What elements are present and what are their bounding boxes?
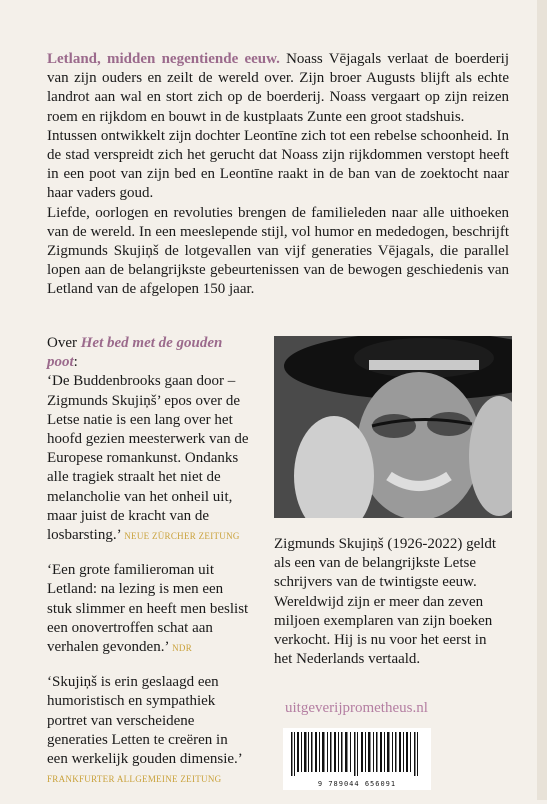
author-bio: Zigmunds Skujiņš (1926-2022) geldt als een van de belangrijkste Letse schrijvers van de twintigste eeuw. Wereldwijd zijn er meer dan zeven miljoen exemplaren van zijn boeken verkocht. Hij is nu voor het eerst in het Nederlands vertaald. — [274, 536, 497, 668]
blurb — [47, 50, 509, 300]
blurb-p1-text: Noass Vējagals verlaat de boerderij van zijn ouders en zeilt de wereld over. Zijn broer Augusts blijft als echte landrot aan wal en stort zich op de boerderij. Noass vergaart op zijn reizen roem en rijkdom en bouwt in de kustplaats Zunte een groot stadshuis. — [47, 51, 509, 125]
blurb-lead: Letland, midden negentiende eeuw. — [47, 51, 280, 67]
blurb-paragraph-1 — [47, 50, 509, 127]
author-portrait-illustration — [274, 336, 512, 518]
author-photo — [274, 336, 512, 518]
reviews-column — [47, 334, 251, 804]
review-1 — [47, 334, 251, 546]
blurb-paragraph-2: Intussen ontwikkelt zijn dochter Leontīne zich tot een rebelse schoonheid. In de stad verspreidt zich het gerucht dat Noass zijn rijkdommen verstopt heeft in een poot van zijn bed en Leontīne raakt in de ban van de zoektocht naar haar vaders goud. — [47, 127, 509, 202]
book-title: Het bed met de gouden poot — [47, 335, 223, 371]
colon: : — [73, 354, 78, 371]
review-3-quote: ‘Skujiņš is erin geslaagd een humoristisch en sympathiek portret van verscheidene generaties Letten te creëren in een werkelijk gouden dimensie.’ — [47, 674, 243, 768]
barcode-bars — [283, 728, 431, 778]
review-3 — [47, 673, 251, 789]
barcode — [283, 728, 431, 790]
review-2-quote: ‘Een grote familieroman uit Letland: na lezing is men een stuk slimmer en heeft men beslist een onovertroffen schat aan verhalen gevonden.’ — [47, 562, 249, 656]
review-3-source: FRANKFURTER ALLGEMEINE ZEITUNG — [47, 774, 222, 785]
review-1-source: NEUE ZÜRCHER ZEITUNG — [124, 531, 240, 542]
over-prefix: Over — [47, 335, 81, 351]
cover-edge — [537, 0, 547, 800]
blurb-paragraph-3: Liefde, oorlogen en revoluties brengen de familieleden naar alle uithoeken van de wereld. In een meeslepende stijl, vol humor en mededogen, beschrijft Zigmunds Skujiņš de lotgevallen van vijf generaties Vējagals, die parallel lopen aan de belangrijkste gebeurtenissen van de bewogen geschiedenis van Letland van de afgelopen 150 jaar. — [47, 204, 509, 298]
publisher-url[interactable]: uitgeverijprometheus.nl — [285, 700, 428, 716]
review-2-source: NDR — [172, 643, 192, 654]
review-1-quote: ‘De Buddenbrooks gaan door – Zigmunds Skujiņš’ epos over de Letse natie is een lang over het hoofd gezien meesterwerk van de Europese romankunst. Ondanks alle tragiek straalt het niet de melancholie van het onheil uit, maar juist de kracht van de losbarsting.’ — [47, 373, 249, 544]
review-2 — [47, 561, 251, 658]
barcode-number: 9 789044 656091 — [317, 780, 397, 788]
